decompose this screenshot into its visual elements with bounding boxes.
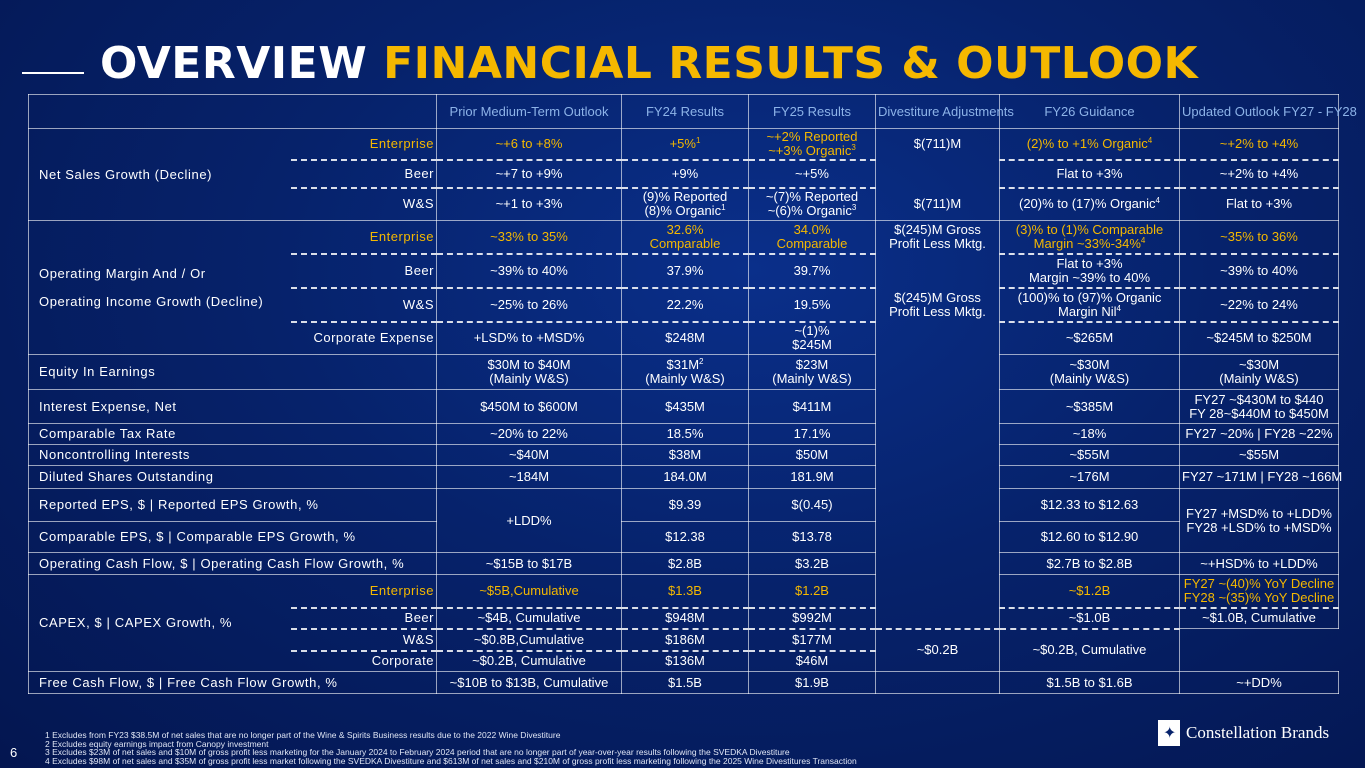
- table-header-row: [29, 95, 1339, 129]
- cell: ~39% to 40%: [1180, 254, 1339, 288]
- table-row: [29, 672, 1339, 694]
- cell: Flat to +3%: [1180, 188, 1339, 221]
- cell: ~$0.2B, Cumulative: [1000, 629, 1180, 672]
- cell: $450M to $600M: [437, 390, 622, 424]
- table-row: [29, 445, 1339, 466]
- cell: ~$5B,Cumulative: [437, 575, 622, 608]
- cell: $30M to $40M (Mainly W&S): [437, 355, 622, 390]
- cell: $1.3B: [622, 575, 749, 608]
- title-rule: [22, 72, 84, 74]
- cell: ~$1.0B, Cumulative: [1180, 608, 1339, 629]
- capex-label: CAPEX, $ | CAPEX Growth, %: [29, 575, 291, 672]
- cell: (100)% to (97)% Organic Margin Nil$^4$: [1000, 288, 1180, 322]
- cell: ~33% to 35%: [437, 221, 622, 254]
- cell: ~$40M: [437, 445, 622, 466]
- row-label: Interest Expense, Net: [29, 390, 437, 424]
- op-margin-label: Operating Margin And / Or Operating Income Growth (Decline): [29, 221, 291, 355]
- cell: $1.5B to $1.6B: [1000, 672, 1180, 694]
- title-part-2: FINANCIAL RESULTS & OUTLOOK: [383, 38, 1199, 89]
- cell: $248M: [622, 322, 749, 355]
- cell: ~+7 to +9%: [437, 160, 622, 188]
- cell: ~$10B to $13B, Cumulative: [437, 672, 622, 694]
- cell: FY27 ~$430M to $440 FY 28~$440M to $450M: [1180, 390, 1339, 424]
- cell: 18.5%: [622, 424, 749, 445]
- cell: $38M: [622, 445, 749, 466]
- row-sub-label: Corporate: [291, 651, 437, 672]
- cell: FY27 ~171M | FY28 ~166M: [1180, 466, 1339, 489]
- cell: ~35% to 36%: [1180, 221, 1339, 254]
- cell: ~+DD%: [1180, 672, 1339, 694]
- header-fy26: FY26 Guidance: [1000, 95, 1180, 129]
- row-label: Operating Cash Flow, $ | Operating Cash Flow Growth, %: [29, 553, 437, 575]
- cell: ~+5%: [749, 160, 876, 188]
- table-row: [29, 553, 1339, 575]
- header-prior: Prior Medium-Term Outlook: [437, 95, 622, 129]
- table-row: [29, 522, 1339, 553]
- cell: +LDD%: [437, 489, 622, 553]
- cell: $435M: [622, 390, 749, 424]
- row-sub-label: W&S: [291, 188, 437, 221]
- logo-text: Constellation Brands: [1186, 723, 1330, 742]
- title-part-1: OVERVIEW: [100, 38, 368, 89]
- cell: 37.9%: [622, 254, 749, 288]
- cell: 34.0% Comparable: [749, 221, 876, 254]
- footnote: 3 Excludes $23M of net sales and $10M of gross profit less marketing for the January 2024 to February 2024 period that are no longer part of year-over-year results following the SVEDKA Divestiture: [45, 747, 790, 757]
- table-row: [29, 221, 1339, 254]
- footnote: 4 Excludes $98M of net sales and $35M of gross profit less market following the SVEDKA Divestiture and $613M of net sales and $210M of gross profit less marketing following the 2025 Wine Divestitures Transaction: [45, 755, 857, 766]
- cell: FY27 +MSD% to +LDD% FY28 +LSD% to +MSD%: [1180, 489, 1339, 553]
- header-outlook: Updated Outlook FY27 - FY28: [1180, 95, 1339, 129]
- cell: $23M (Mainly W&S): [749, 355, 876, 390]
- cell: $\$31M^2$ (Mainly W&S): [622, 355, 749, 390]
- divestiture-blank: [876, 322, 1000, 629]
- cell: ~(1)% $245M: [749, 322, 876, 355]
- cell: $(0.45): [749, 489, 876, 522]
- cell: ~$30M (Mainly W&S): [1000, 355, 1180, 390]
- row-label: Comparable EPS, $ | Comparable EPS Growth, %: [29, 522, 437, 553]
- cell: (2)% to +1% Organic$^4$: [1000, 129, 1180, 160]
- cell: $46M: [749, 651, 876, 672]
- cell: ~(7)% Reported ~(6)% Organic$^3$: [749, 188, 876, 221]
- row-sub-label: W&S: [291, 288, 437, 322]
- net-sales-label: Net Sales Growth (Decline): [29, 129, 291, 221]
- cell: $(711)M: [876, 188, 1000, 221]
- cell: $(245)M Gross Profit Less Mktg.: [876, 288, 1000, 322]
- table-row: [29, 489, 1339, 522]
- cell: +9%: [622, 160, 749, 188]
- cell: $12.33 to $12.63: [1000, 489, 1180, 522]
- cell: +5%$^1$: [622, 129, 749, 160]
- row-sub-label: Beer: [291, 254, 437, 288]
- table-row: [29, 575, 1339, 608]
- cell: ~+6 to +8%: [437, 129, 622, 160]
- row-label: Comparable Tax Rate: [29, 424, 437, 445]
- cell: $992M: [749, 608, 876, 629]
- cell: ~+2% to +4%: [1180, 129, 1339, 160]
- row-label: Equity In Earnings: [29, 355, 437, 390]
- table-row: [29, 424, 1339, 445]
- row-label: Noncontrolling Interests: [29, 445, 437, 466]
- cell: ~$1.0B: [1000, 608, 1180, 629]
- footnote: 2 Excludes equity earnings impact from Canopy investment: [45, 738, 269, 749]
- cell: (20)% to (17)% Organic$^4$: [1000, 188, 1180, 221]
- cell: [876, 254, 1000, 288]
- cell: $(245)M Gross Profit Less Mktg.: [876, 221, 1000, 254]
- cell: $3.2B: [749, 553, 876, 575]
- header-blank: [29, 95, 437, 129]
- cell: 17.1%: [749, 424, 876, 445]
- cell: ~+HSD% to +LDD%: [1180, 553, 1339, 575]
- cell: 32.6% Comparable: [622, 221, 749, 254]
- cell: $411M: [749, 390, 876, 424]
- cell: +LSD% to +MSD%: [437, 322, 622, 355]
- header-fy25: FY25 Results: [749, 95, 876, 129]
- cell: $12.38: [622, 522, 749, 553]
- cell: $12.60 to $12.90: [1000, 522, 1180, 553]
- cell: 22.2%: [622, 288, 749, 322]
- cell: $2.7B to $2.8B: [1000, 553, 1180, 575]
- cell: ~$245M to $250M: [1180, 322, 1339, 355]
- cell: $2.8B: [622, 553, 749, 575]
- row-label: Reported EPS, $ | Reported EPS Growth, %: [29, 489, 437, 522]
- table-row: [29, 390, 1339, 424]
- cell: ~$1.2B: [1000, 575, 1180, 608]
- cell: ~$385M: [1000, 390, 1180, 424]
- cell: $136M: [622, 651, 749, 672]
- cell: ~176M: [1000, 466, 1180, 489]
- company-logo: [1158, 720, 1329, 746]
- cell: ~$55M: [1180, 445, 1339, 466]
- cell: ~18%: [1000, 424, 1180, 445]
- cell: ~$0.2B, Cumulative: [437, 651, 622, 672]
- table-row: [29, 129, 1339, 160]
- cell: $9.39: [622, 489, 749, 522]
- cell: ~$4B, Cumulative: [437, 608, 622, 629]
- cell: ~$0.2B: [876, 629, 1000, 672]
- cell: ~$0.8B,Cumulative: [437, 629, 622, 651]
- cell: ~+1 to +3%: [437, 188, 622, 221]
- cell: ~39% to 40%: [437, 254, 622, 288]
- cell: (3)% to (1)% Comparable Margin ~33%-34%$^4$: [1000, 221, 1180, 254]
- row-sub-label: Beer: [291, 608, 437, 629]
- cell: $948M: [622, 608, 749, 629]
- cell: $1.5B: [622, 672, 749, 694]
- row-sub-label: Corporate Expense: [291, 322, 437, 355]
- cell: ~$265M: [1000, 322, 1180, 355]
- cell: 39.7%: [749, 254, 876, 288]
- row-sub-label: Beer: [291, 160, 437, 188]
- table-row: [29, 355, 1339, 390]
- cell: ~$30M (Mainly W&S): [1180, 355, 1339, 390]
- cell: ~$55M: [1000, 445, 1180, 466]
- cell: ~+2% Reported ~+3% Organic$^3$: [749, 129, 876, 160]
- cell: $50M: [749, 445, 876, 466]
- cell: ~184M: [437, 466, 622, 489]
- financial-table: [28, 94, 1357, 694]
- cell: [876, 160, 1000, 188]
- cell: $13.78: [749, 522, 876, 553]
- cell: Flat to +3%: [1000, 160, 1180, 188]
- row-sub-label: W&S: [291, 629, 437, 651]
- footnotes: [45, 731, 857, 765]
- cell: $1.9B: [749, 672, 876, 694]
- cell: 19.5%: [749, 288, 876, 322]
- row-sub-label: Enterprise: [291, 221, 437, 254]
- cell: ~$15B to $17B: [437, 553, 622, 575]
- cell: (9)% Reported (8)% Organic$^1$: [622, 188, 749, 221]
- cell: ~20% to 22%: [437, 424, 622, 445]
- cell: ~+2% to +4%: [1180, 160, 1339, 188]
- cell: $186M: [622, 629, 749, 651]
- row-label: Diluted Shares Outstanding: [29, 466, 437, 489]
- row-sub-label: Enterprise: [291, 129, 437, 160]
- footnote: 1 Excludes from FY23 $38.5M of net sales that are no longer part of the Wine & Spirits Business results due to the 2022 Wine Divestiture: [45, 730, 561, 740]
- cell: $177M: [749, 629, 876, 651]
- cell: ~22% to 24%: [1180, 288, 1339, 322]
- page-title: [100, 38, 1198, 89]
- table-row: [29, 466, 1339, 489]
- cell: [876, 672, 1000, 694]
- row-label: Free Cash Flow, $ | Free Cash Flow Growth, %: [29, 672, 437, 694]
- cell: ~25% to 26%: [437, 288, 622, 322]
- cell: Flat to +3% Margin ~39% to 40%: [1000, 254, 1180, 288]
- cell: $1.2B: [749, 575, 876, 608]
- cell: 181.9M: [749, 466, 876, 489]
- cell: FY27 ~(40)% YoY Decline FY28 ~(35)% YoY Decline: [1180, 575, 1339, 608]
- page-number: 6: [10, 745, 18, 760]
- header-divestiture: Divestiture Adjustments: [876, 95, 1000, 129]
- row-sub-label: Enterprise: [291, 575, 437, 608]
- star-logo-icon: ✦: [1158, 720, 1180, 746]
- cell: $(711)M: [876, 129, 1000, 160]
- cell: FY27 ~20% | FY28 ~22%: [1180, 424, 1339, 445]
- cell: 184.0M: [622, 466, 749, 489]
- header-fy24: FY24 Results: [622, 95, 749, 129]
